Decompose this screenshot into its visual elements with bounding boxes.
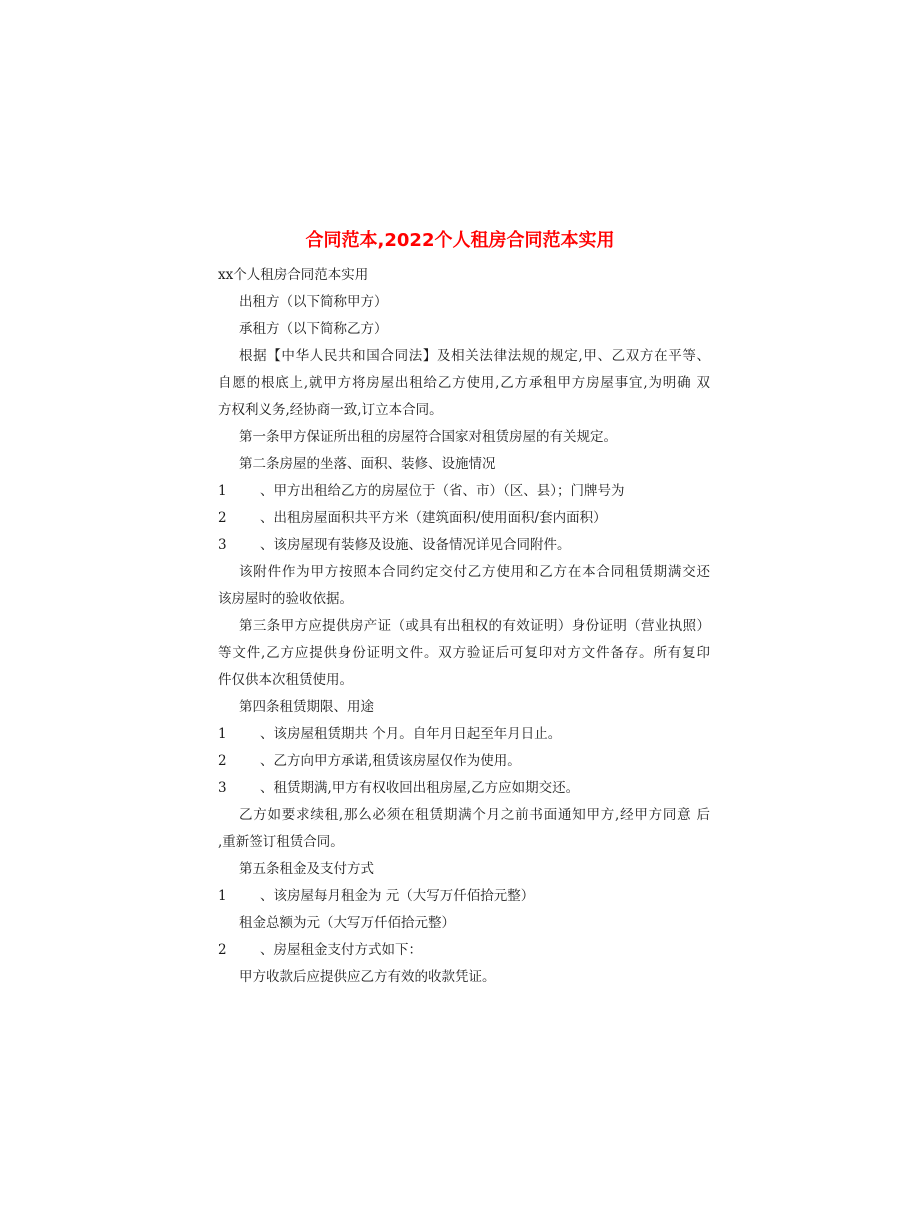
item-text: 、该房屋租赁期共 个月。自年月日起至年月日止。 [260, 726, 562, 742]
item-number: 1 [218, 726, 227, 742]
article-4-note: ,重新签订租赁合同。 [218, 834, 344, 850]
item-number: 1 [218, 483, 227, 499]
document-title: 合同范本,2022个人租房合同范本实用 [305, 230, 615, 251]
article-2-item [218, 505, 710, 532]
article-4-note: 乙方如要求续租,那么必须在租赁期满个月之前书面通知甲方,经甲方同意 后 [239, 807, 710, 823]
document-body [218, 262, 710, 991]
item-text: 、房屋租金支付方式如下： [260, 942, 422, 958]
article-2-item [218, 532, 710, 559]
article-2-note: 该附件作为甲方按照本合同约定交付乙方使用和乙方在本合同租赁期满交还 [239, 564, 710, 580]
article-3-line: 第三条甲方应提供房产证（或具有出租权的有效证明）身份证明（营业执照） [239, 618, 710, 634]
receipt-line: 甲方收款后应提供应乙方有效的收款凭证。 [239, 969, 496, 985]
article-3-line: 等文件,乙方应提供身份证明文件。双方验证后可复印对方文件备存。所有复印 [218, 645, 710, 661]
item-text: 、该房屋现有装修及设施、设备情况详见合同附件。 [260, 537, 571, 553]
article-1: 第一条甲方保证所出租的房屋符合国家对租赁房屋的有关规定。 [239, 429, 617, 445]
item-number: 2 [218, 510, 227, 526]
document-subtitle: xx个人租房合同范本实用 [218, 267, 369, 283]
article-2-item [218, 478, 710, 505]
item-number: 3 [218, 537, 227, 553]
preamble-line: 自愿的根底上,就甲方将房屋出租给乙方使用,乙方承租甲方房屋事宜,为明确 双 [218, 375, 710, 391]
item-number: 2 [218, 753, 227, 769]
preamble-line: 根据【中华人民共和国合同法】及相关法律法规的规定,甲、乙双方在平等、 [239, 348, 710, 364]
article-3-line: 件仅供本次租赁使用。 [218, 672, 353, 688]
item-text: 、乙方向甲方承诺,租赁该房屋仅作为使用。 [260, 753, 521, 769]
lessee-line: 承租方（以下简称乙方） [239, 321, 388, 337]
item-number: 3 [218, 780, 227, 796]
article-5-item [218, 883, 710, 910]
article-5-heading: 第五条租金及支付方式 [239, 861, 374, 877]
item-text: 、该房屋每月租金为 元（大写万仟佰拾元整） [260, 888, 535, 904]
item-number: 2 [218, 942, 227, 958]
article-2-heading: 第二条房屋的坐落、面积、装修、设施情况 [239, 456, 496, 472]
lessor-line: 出租方（以下简称甲方） [239, 294, 388, 310]
item-text: 、甲方出租给乙方的房屋位于（省、市）（区、县）；门牌号为 [260, 483, 625, 499]
item-text: 、出租房屋面积共平方米（建筑面积/使用面积/套内面积） [260, 510, 607, 526]
item-text: 、租赁期满,甲方有权收回出租房屋,乙方应如期交还。 [260, 780, 580, 796]
article-4-heading: 第四条租赁期限、用途 [239, 699, 374, 715]
rent-total-line: 租金总额为元（大写万仟佰拾元整） [239, 915, 455, 931]
preamble-line: 方权利义务,经协商一致,订立本合同。 [218, 402, 443, 418]
article-4-item [218, 775, 710, 802]
article-4-item [218, 721, 710, 748]
article-4-item [218, 748, 710, 775]
item-number: 1 [218, 888, 227, 904]
article-5-item [218, 937, 710, 964]
article-2-note: 该房屋时的验收依据。 [218, 591, 353, 607]
